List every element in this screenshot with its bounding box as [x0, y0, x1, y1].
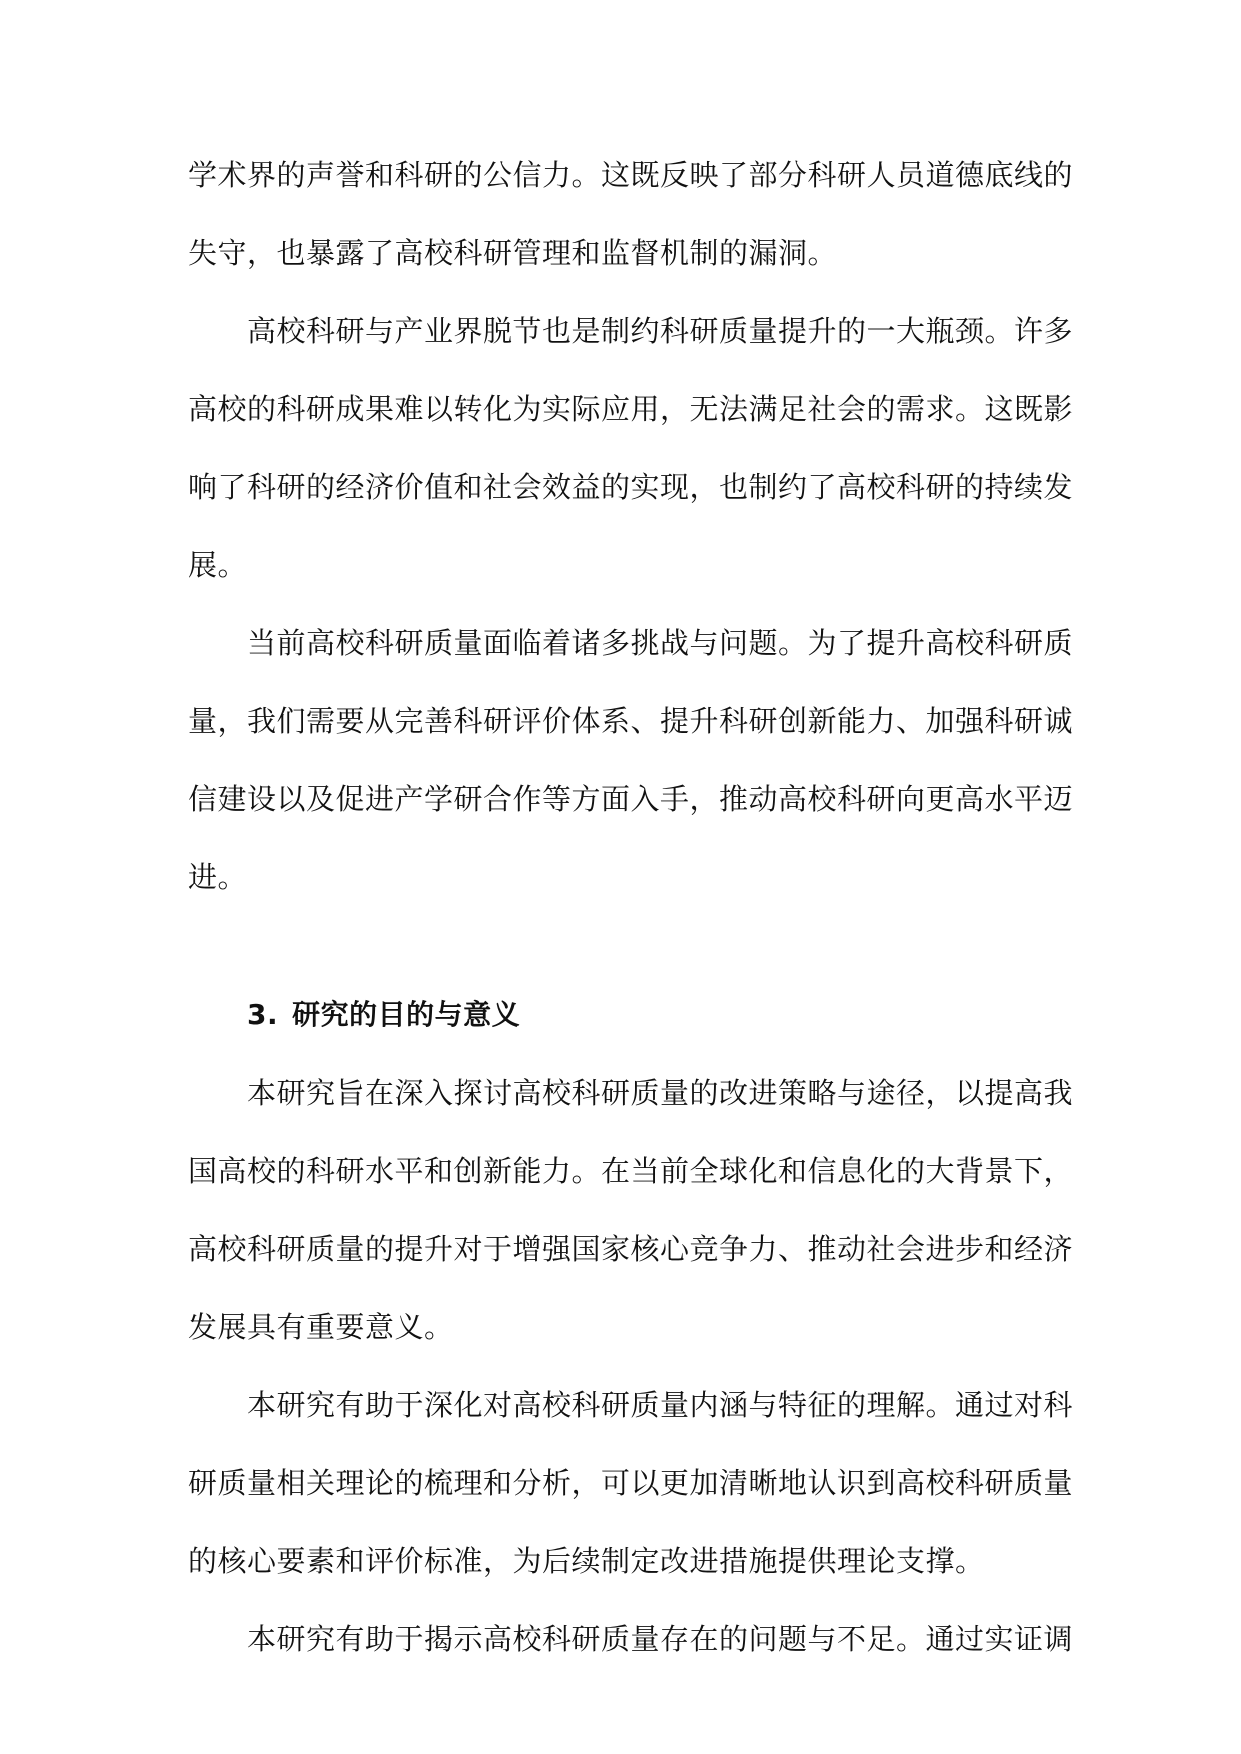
text-line: 当前高校科研质量面临着诸多挑战与问题。为了提升高校科研质: [247, 626, 1074, 660]
paragraph: [188, 1600, 1074, 1678]
text-line: 高校科研质量的提升对于增强国家核心竞争力、推动社会进步和经济: [188, 1232, 1074, 1266]
text-line: 信建设以及促进产学研合作等方面入手，推动高校科研向更高水平迈: [188, 782, 1074, 816]
text-line: 发展具有重要意义。: [188, 1310, 454, 1344]
section-number: 3.: [247, 998, 279, 1031]
text-line: 研质量相关理论的梳理和分析，可以更加清晰地认识到高校科研质量: [188, 1466, 1074, 1500]
text-line: 展。: [188, 548, 248, 582]
section-title: 研究的目的与意义: [292, 998, 521, 1031]
text-line: 响了科研的经济价值和社会效益的实现，也制约了高校科研的持续发: [188, 470, 1074, 504]
paragraph: [188, 136, 1074, 292]
text-line: 高校科研与产业界脱节也是制约科研质量提升的一大瓶颈。许多: [247, 314, 1074, 348]
text-line: 本研究有助于深化对高校科研质量内涵与特征的理解。通过对科: [247, 1388, 1074, 1422]
paragraph: [188, 604, 1074, 916]
text-line: 本研究有助于揭示高校科研质量存在的问题与不足。通过实证调: [247, 1622, 1074, 1656]
text-line: 量，我们需要从完善科研评价体系、提升科研创新能力、加强科研诚: [188, 704, 1074, 738]
text-line: 本研究旨在深入探讨高校科研质量的改进策略与途径，以提高我: [247, 1076, 1074, 1110]
section-heading: [188, 976, 1058, 1054]
text-line: 的核心要素和评价标准，为后续制定改进措施提供理论支撑。: [188, 1544, 985, 1578]
text-line: 国高校的科研水平和创新能力。在当前全球化和信息化的大背景下，: [188, 1154, 1074, 1188]
text-line: 学术界的声誉和科研的公信力。这既反映了部分科研人员道德底线的: [188, 158, 1074, 192]
text-line: 高校的科研成果难以转化为实际应用，无法满足社会的需求。这既影: [188, 392, 1074, 426]
paragraph: [188, 1054, 1074, 1366]
paragraph: [188, 292, 1074, 604]
section-spacer: [188, 916, 1058, 976]
body-text: [188, 136, 1074, 1678]
text-line: 失守，也暴露了高校科研管理和监督机制的漏洞。: [188, 236, 838, 270]
paragraph: [188, 1366, 1074, 1600]
text-line: 进。: [188, 860, 248, 894]
